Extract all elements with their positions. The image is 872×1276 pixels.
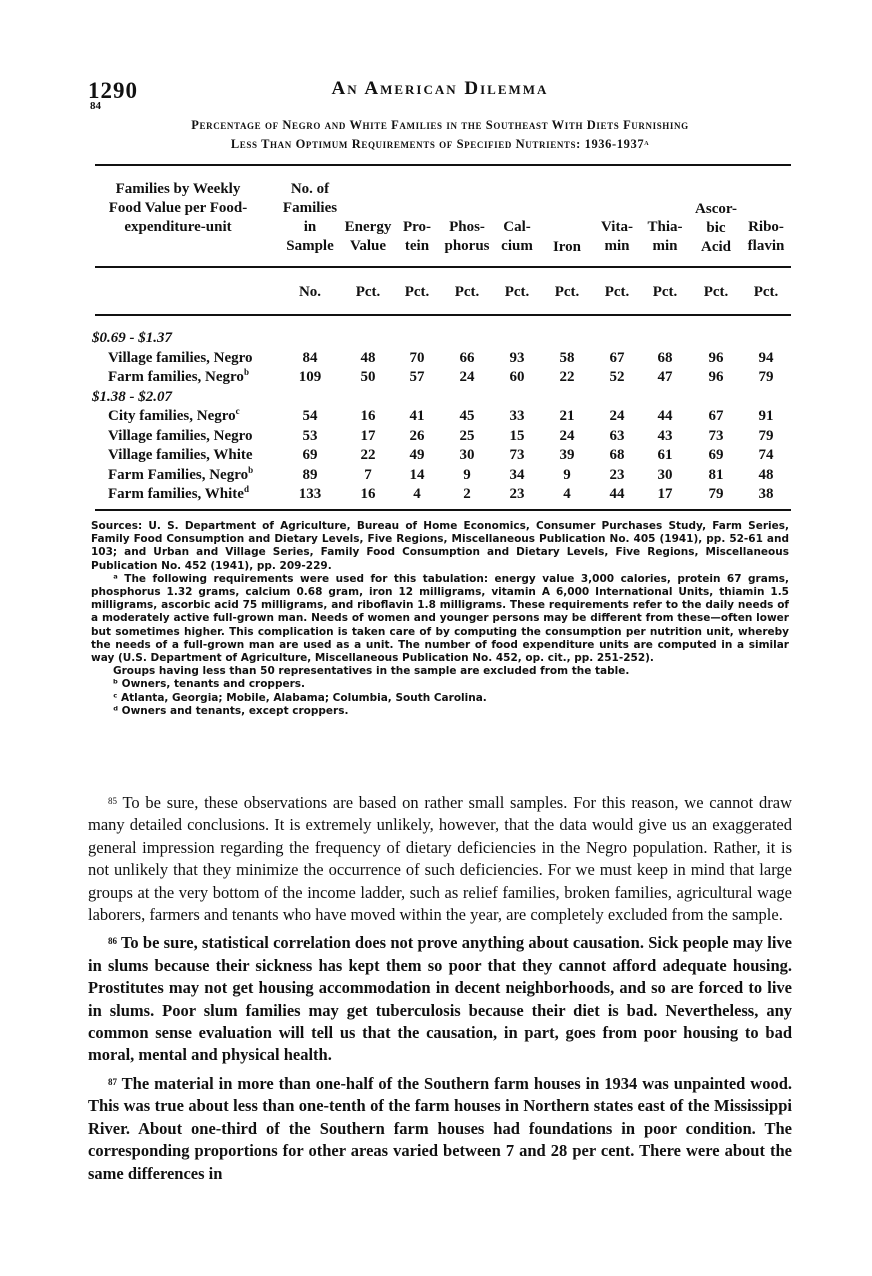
table-cell: 89 <box>302 466 318 483</box>
column-unit: Pct. <box>604 284 630 300</box>
table-cell: 68 <box>609 447 625 463</box>
table-cell: 24 <box>609 408 625 424</box>
table-cell: 9 <box>463 466 471 483</box>
table-cell: 47 <box>657 369 673 385</box>
group-label: $1.38 - $2.07 <box>92 388 172 405</box>
paragraph-86 <box>88 932 792 1066</box>
table-cell: 48 <box>360 349 376 366</box>
table-cell: 30 <box>459 447 475 463</box>
row-label-text: Village families, Negro <box>108 427 253 444</box>
table-cell: 50 <box>360 369 376 385</box>
row-label-text: Village families, White <box>108 447 253 463</box>
table-cell: 52 <box>609 369 625 385</box>
table-cell: 93 <box>509 349 525 366</box>
column-header: Thia- min <box>647 219 683 254</box>
table-cell: 41 <box>409 408 425 424</box>
table-cell: 133 <box>298 486 322 502</box>
table-cell: 61 <box>657 447 673 463</box>
table-cell: 23 <box>509 486 525 502</box>
table-cell: 2 <box>463 486 471 502</box>
table-cell: 26 <box>409 427 425 444</box>
footnote-d: ᵈ Owners and tenants, except croppers. <box>113 704 349 717</box>
table-cell: 70 <box>409 349 425 366</box>
table-cell: 79 <box>708 486 724 502</box>
table-title-note: a <box>644 137 650 147</box>
table-cell: 69 <box>302 447 318 463</box>
table-cell: 25 <box>459 427 475 444</box>
table-cell: 23 <box>609 466 625 483</box>
note-number-86: 86 <box>108 936 117 947</box>
column-unit: Pct. <box>753 284 779 300</box>
table-cell: 73 <box>509 447 525 463</box>
table-cell: 79 <box>758 369 774 385</box>
row-label-note: d <box>243 484 249 494</box>
table-cell: 69 <box>708 447 724 463</box>
footnote-a: ᵃ The following requirements were used for this tabulation: energy value 3,000 calories, protein 67 grams, phosphorus 1.32 grams, calcium 0.68 gram, iron 12 milligrams, vitamin A 6,000 International Units, thiamin 1.5 milligrams, ascorbic acid 75 milligrams, and riboflavin 1.8 milligrams. These requirements refer to the daily needs of a moderately active full-grown man. Needs of women and younger persons may be different from these—often lower but sometimes higher. This complication is taken care of by computing the consumption per nutrition unit, whereby the needs of a full-grown man are used as a unit. The number of food expenditure units are computed in a similar way (U.S. Department of Agriculture, Miscellaneous Publication No. 452, op. cit., pp. 251-252). <box>91 572 789 665</box>
table-row-label <box>108 486 249 503</box>
table-cell: 4 <box>413 486 421 502</box>
table-cell: 17 <box>360 427 376 444</box>
table-cell: 24 <box>459 369 475 385</box>
table-cell: 60 <box>509 369 525 385</box>
column-unit: Pct. <box>355 284 381 300</box>
table-cell: 30 <box>657 466 673 483</box>
paragraph-86-text: To be sure, statistical correlation does not prove anything about causation. Sick people may live in slums because their sickness has kept them so poor that they cannot afford adequate housing. Prostitutes may not get housing accommodation in decent neighborhoods, and so are forced to live in slums. Poor slum families may get tuberculosis because their diet is bad. Nevertheless, any common sense evaluation will tell us that the causation, in part, goes from poor housing to bad moral, mental and physical health. <box>88 933 792 1065</box>
table-header-rule <box>95 266 791 268</box>
table-cell: 54 <box>302 408 318 424</box>
running-head <box>88 78 792 112</box>
row-label-text: Farm families, White <box>108 486 244 502</box>
table-cell: 22 <box>559 369 575 385</box>
row-label-note: b <box>248 464 254 475</box>
column-unit: No. <box>298 284 322 300</box>
paragraph-85-text: To be sure, these observations are based on rather small samples. For this reason, we cannot draw many detailed conclusions. It is extremely unlikely, however, that the data would give us an exaggerated general impression regarding the frequency of dietary deficiencies in the Negro population. Rather, it is not unlikely that they minimize the occurrence of such deficiencies. For we must keep in mind that large groups at the very bottom of the income ladder, such as relief families, broken families, agricultural wage laborers, farmers and tenants who have moved within the year, are completely excluded from the sample. <box>88 793 792 925</box>
table-cell: 73 <box>708 427 724 444</box>
column-header: Iron <box>552 239 582 255</box>
table-cell: 14 <box>409 466 425 483</box>
column-unit: Pct. <box>652 284 678 300</box>
note-number-85: 85 <box>108 796 117 806</box>
body-text <box>88 792 792 1191</box>
row-label-text: Village families, Negro <box>108 349 253 366</box>
table-row-label <box>108 447 253 464</box>
row-label-note: b <box>243 367 249 377</box>
table-cell: 67 <box>708 408 724 424</box>
column-header: Ascor- bic Acid <box>695 201 737 255</box>
source-note: Sources: U. S. Department of Agriculture, Bureau of Home Economics, Consumer Purchases Study, Farm Series, Family Food Consumption and Dietary Levels, Five Regions, Miscellaneous Publication No. 405 (1941), pp. 52-61 and 103; and Urban and Village Series, Family Food Consumption and Dietary Levels, Five Regions, Miscellaneous Publication No. 452 (1941), pp. 209-229. <box>91 520 789 572</box>
table-cell: 22 <box>360 447 376 463</box>
note-number-87: 87 <box>108 1076 117 1087</box>
table-title <box>88 116 792 154</box>
column-unit: Pct. <box>404 284 430 300</box>
table-cell: 34 <box>509 466 525 483</box>
table-cell: 17 <box>657 486 673 502</box>
table-row-label <box>108 464 254 484</box>
table-cell: 57 <box>409 369 425 385</box>
column-header: Ribo- flavin <box>747 219 785 254</box>
table-cell: 43 <box>657 427 673 444</box>
column-header: Energy Value <box>344 219 392 254</box>
table-bottom-rule <box>95 509 791 511</box>
table-cell: 96 <box>708 349 724 366</box>
column-unit: Pct. <box>504 284 530 300</box>
table-cell: 7 <box>364 466 372 483</box>
table-cell: 109 <box>298 369 322 385</box>
column-header: Cal- cium <box>501 219 533 254</box>
table-row-label <box>108 428 253 445</box>
table-cell: 38 <box>758 486 774 502</box>
row-label-text: Farm families, Negro <box>108 369 244 385</box>
table-title-line2: Less Than Optimum Requirements of Specified Nutrients: 1936-1937 <box>230 137 645 151</box>
table-cell: 66 <box>459 349 475 366</box>
table-cell: 58 <box>559 349 575 366</box>
table-cell: 15 <box>509 427 525 444</box>
book-title: An American Dilemma <box>331 78 549 99</box>
page-number-note: 84 <box>90 100 101 112</box>
footnote-b: ᵇ Owners, tenants and croppers. <box>113 678 305 691</box>
footnote-groups: Groups having less than 50 representatives in the sample are excluded from the table. <box>113 665 630 678</box>
column-header: Phos- phorus <box>444 219 490 254</box>
table-row-label <box>108 350 253 367</box>
table-cell: 49 <box>409 447 425 463</box>
table-notes <box>91 520 789 718</box>
table-cell: 24 <box>559 427 575 444</box>
column-header: Vita- min <box>601 219 633 254</box>
table-cell: 81 <box>708 466 724 483</box>
footnote-c: ᶜ Atlanta, Georgia; Mobile, Alabama; Columbia, South Carolina. <box>113 691 487 704</box>
table-cell: 48 <box>758 466 774 483</box>
table-cell: 33 <box>509 408 525 424</box>
table-cell: 53 <box>302 427 318 444</box>
paragraph-87-text: The material in more than one-half of the Southern farm houses in 1934 was unpainted wood. This was true about less than one-tenth of the farm houses in Northern states east of the Mississippi River. About one-third of the Southern farm houses had foundations in poor condition. The corresponding proportions for other areas varied between 7 and 28 per cent. There were about the same differences in <box>88 1073 792 1183</box>
group-label: $0.69 - $1.37 <box>92 330 172 346</box>
paragraph-85 <box>88 792 792 926</box>
table-cell: 44 <box>657 408 673 424</box>
table-row-label <box>108 369 249 386</box>
table-cell: 16 <box>360 408 376 424</box>
row-label-note: c <box>235 406 240 416</box>
page-number: 1290 <box>88 78 138 103</box>
table-cell: 45 <box>459 408 475 424</box>
row-label-text: Farm Families, Negro <box>108 466 249 483</box>
table-units-rule <box>95 314 791 316</box>
column-unit: Pct. <box>454 284 480 300</box>
table-cell: 21 <box>559 408 575 424</box>
table-cell: 74 <box>758 447 774 463</box>
table-row-label <box>108 408 240 425</box>
table-cell: 9 <box>563 466 571 483</box>
column-unit: Pct. <box>554 284 580 300</box>
table-cell: 84 <box>302 349 318 366</box>
table-cell: 67 <box>609 349 625 366</box>
table-cell: 68 <box>657 349 673 366</box>
paragraph-87 <box>88 1073 792 1185</box>
column-header: Pro- tein <box>402 219 432 254</box>
table-cell: 91 <box>758 408 774 424</box>
column-header: No. of Families in Sample <box>282 181 338 254</box>
table-cell: 39 <box>559 447 575 463</box>
table-cell: 94 <box>758 349 774 366</box>
table-cell: 16 <box>360 486 376 502</box>
column-unit: Pct. <box>703 284 729 300</box>
table-cell: 63 <box>609 427 625 444</box>
table-title-line1: Percentage of Negro and White Families in the Southeast With Diets Furnishing <box>191 118 689 132</box>
table-cell: 79 <box>758 427 774 444</box>
table-cell: 44 <box>609 486 625 502</box>
table-cell: 96 <box>708 369 724 385</box>
table-top-rule <box>95 164 791 166</box>
table-cell: 4 <box>563 486 571 502</box>
row-label-text: City families, Negro <box>108 408 236 424</box>
column-header: Families by Weekly Food Value per Food- expenditure-unit <box>108 181 248 235</box>
